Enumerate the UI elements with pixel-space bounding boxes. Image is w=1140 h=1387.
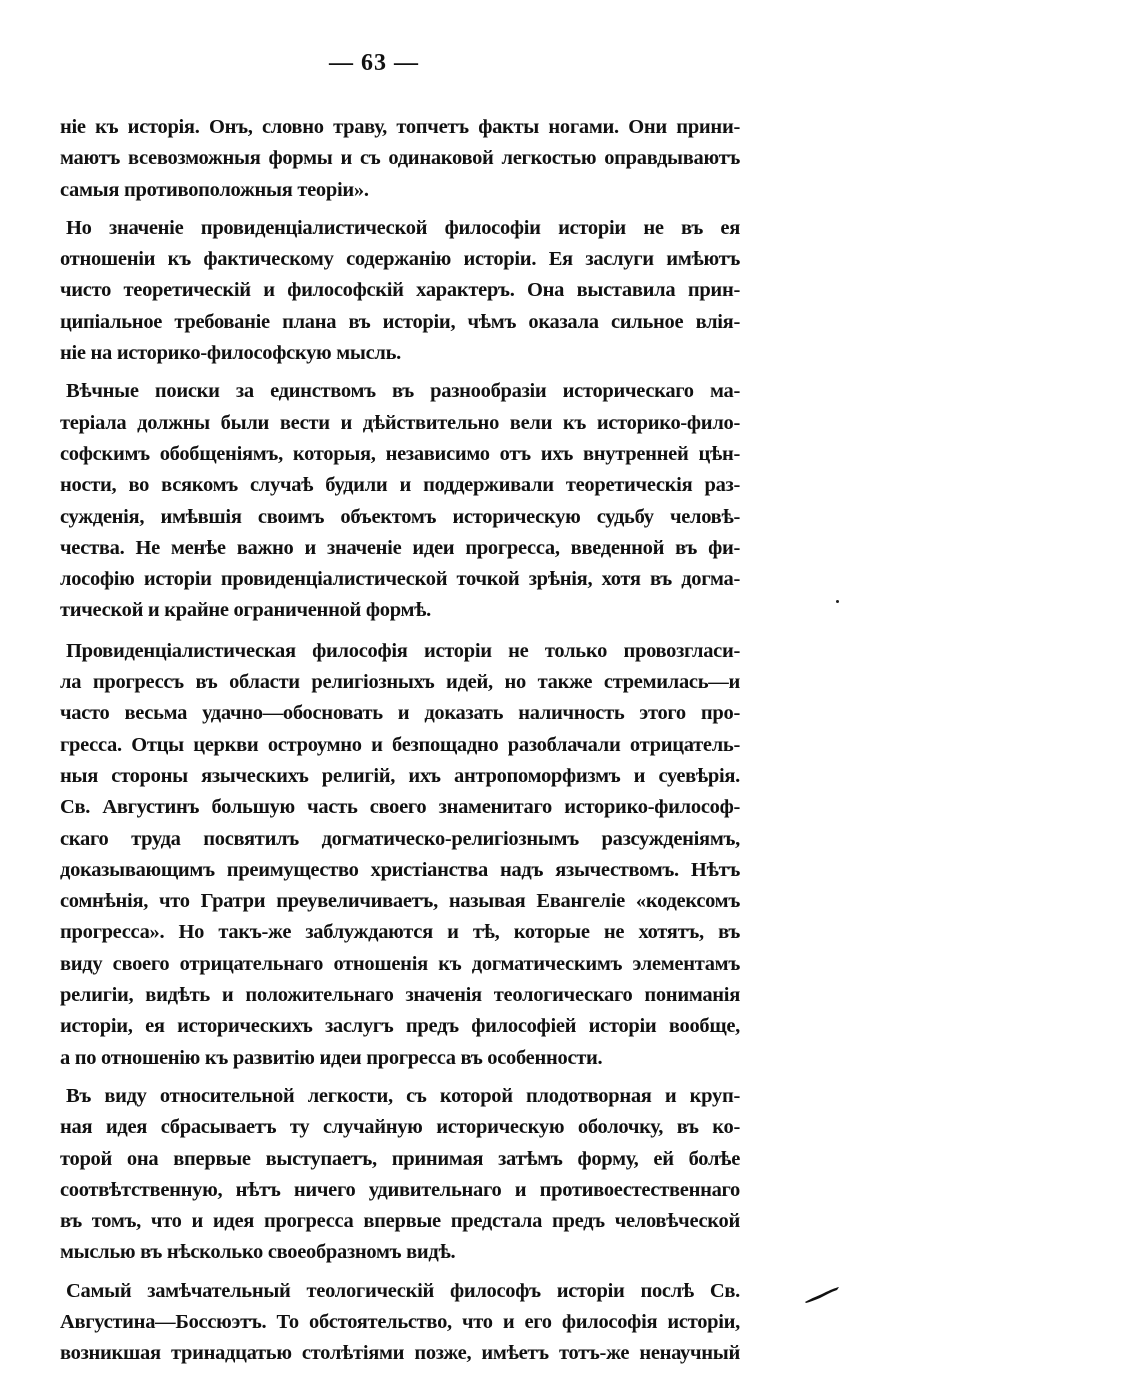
text-line: а по отношенію къ развитію идеи прогресса въ особенности. xyxy=(60,1046,603,1069)
text-line: мыслью въ нѣсколько своеобразномъ видѣ. xyxy=(60,1241,456,1264)
body-text xyxy=(60,112,740,1370)
text-line: Но значеніе провиденціалистической философіи исторіи не въ ея xyxy=(66,216,740,239)
text-line: въ томъ, что и идея прогресса впервые предстала предъ человѣческой xyxy=(60,1210,740,1233)
text-line: гресса. Отцы церкви остроумно и безпощадно разоблачали отрицатель- xyxy=(60,733,740,756)
text-line: исторіи, ея историческихъ заслугъ предъ философіей исторіи вообще, xyxy=(60,1015,740,1038)
text-line: виду своего отрицательнаго отношенія къ догматическимъ элементамъ xyxy=(60,952,740,975)
text-line: ніе къ исторія. Онъ, словно траву, топчетъ факты ногами. Они прини- xyxy=(60,116,740,138)
text-line: самыя противоположныя теоріи». xyxy=(60,178,369,201)
text-line: возникшая тринадцатью столѣтіями позже, имѣетъ тотъ-же ненаучный xyxy=(60,1342,740,1365)
text-line: ципіальное требованіе плана въ исторіи, чѣмъ оказала сильное влія- xyxy=(60,310,740,333)
text-line: Св. Августинъ большую часть своего знаменитаго историко-философ- xyxy=(60,796,740,819)
text-line: ная идея сбрасываетъ ту случайную историческую оболочку, въ ко- xyxy=(60,1116,740,1139)
text-line: Вѣчные поиски за единствомъ въ разнообразіи историческаго ма- xyxy=(66,380,740,403)
scan-speck xyxy=(836,600,839,603)
text-line: ла прогрессъ въ области религіозныхъ идей, но также стремилась—и xyxy=(60,671,740,694)
text-line: ніе на историко-философскую мысль. xyxy=(60,342,401,365)
text-line: ности, во всякомъ случаѣ будили и поддерживали теоретическія раз- xyxy=(60,474,740,497)
text-line: соотвѣтственную, нѣтъ ничего удивительнаго и противоестественнаго xyxy=(60,1178,740,1201)
text-line: Августина—Боссюэтъ. То обстоятельство, что и его философія исторіи, xyxy=(60,1310,740,1333)
text-line: Провиденціалистическая философія исторіи не только провозгласи- xyxy=(66,639,740,662)
text-line: сужденія, имѣвшія своимъ объектомъ историческую судьбу человѣ- xyxy=(60,505,740,528)
text-line: сомнѣнія, что Гратри преувеличиваетъ, называя Евангеліе «кодексомъ xyxy=(60,890,740,913)
paragraph xyxy=(60,376,740,626)
text-line: ныя стороны языческихъ религій, ихъ антропоморфизмъ и суевѣрія. xyxy=(60,764,740,787)
page-number: — 63 — xyxy=(329,50,419,76)
text-line: Въ виду относительной легкости, съ которой плодотворная и круп- xyxy=(66,1084,740,1107)
paragraph xyxy=(60,1081,740,1269)
ink-smudge-mark xyxy=(804,1286,840,1304)
paragraph xyxy=(60,213,740,369)
text-line: торой она впервые выступаетъ, принимая затѣмъ форму, ей болѣе xyxy=(60,1147,740,1170)
text-line: скаго труда посвятилъ догматическо-религіознымъ разсужденіямъ, xyxy=(60,827,740,850)
text-line: часто весьма удачно—обосновать и доказать наличность этого про- xyxy=(60,702,740,725)
text-line: маютъ всевозможныя формы и съ одинаковой легкостью оправдываютъ xyxy=(60,147,740,170)
text-line: тической и крайне ограниченной формѣ. xyxy=(60,599,431,622)
text-line: Самый замѣчательный теологическій философъ исторіи послѣ Св. xyxy=(66,1279,740,1302)
text-line: теріала должны были вести и дѣйствительно вели къ историко-фило- xyxy=(60,411,740,434)
text-line: отношеніи къ фактическому содержанію исторіи. Ея заслуги имѣютъ xyxy=(60,248,740,271)
text-line: чества. Не менѣе важно и значеніе идеи прогресса, введенной въ фи- xyxy=(60,536,740,559)
text-line: софскимъ обобщеніямъ, которыя, независимо отъ ихъ внутренней цѣн- xyxy=(60,442,740,465)
paragraph xyxy=(60,636,740,1074)
text-line: чисто теоретическій и философскій характеръ. Она выставила прин- xyxy=(60,279,740,302)
text-line: доказывающимъ преимущество христіанства надъ язычествомъ. Нѣтъ xyxy=(60,858,740,881)
paragraph xyxy=(60,1276,740,1370)
text-line: прогресса». Но такъ-же заблуждаются и тѣ, которые не хотятъ, въ xyxy=(60,921,740,944)
text-line: лософію исторіи провиденціалистической точкой зрѣнія, хотя въ догма- xyxy=(60,568,740,591)
text-line: религіи, видѣть и положительнаго значенія теологическаго пониманія xyxy=(60,984,740,1007)
paragraph xyxy=(60,112,740,206)
